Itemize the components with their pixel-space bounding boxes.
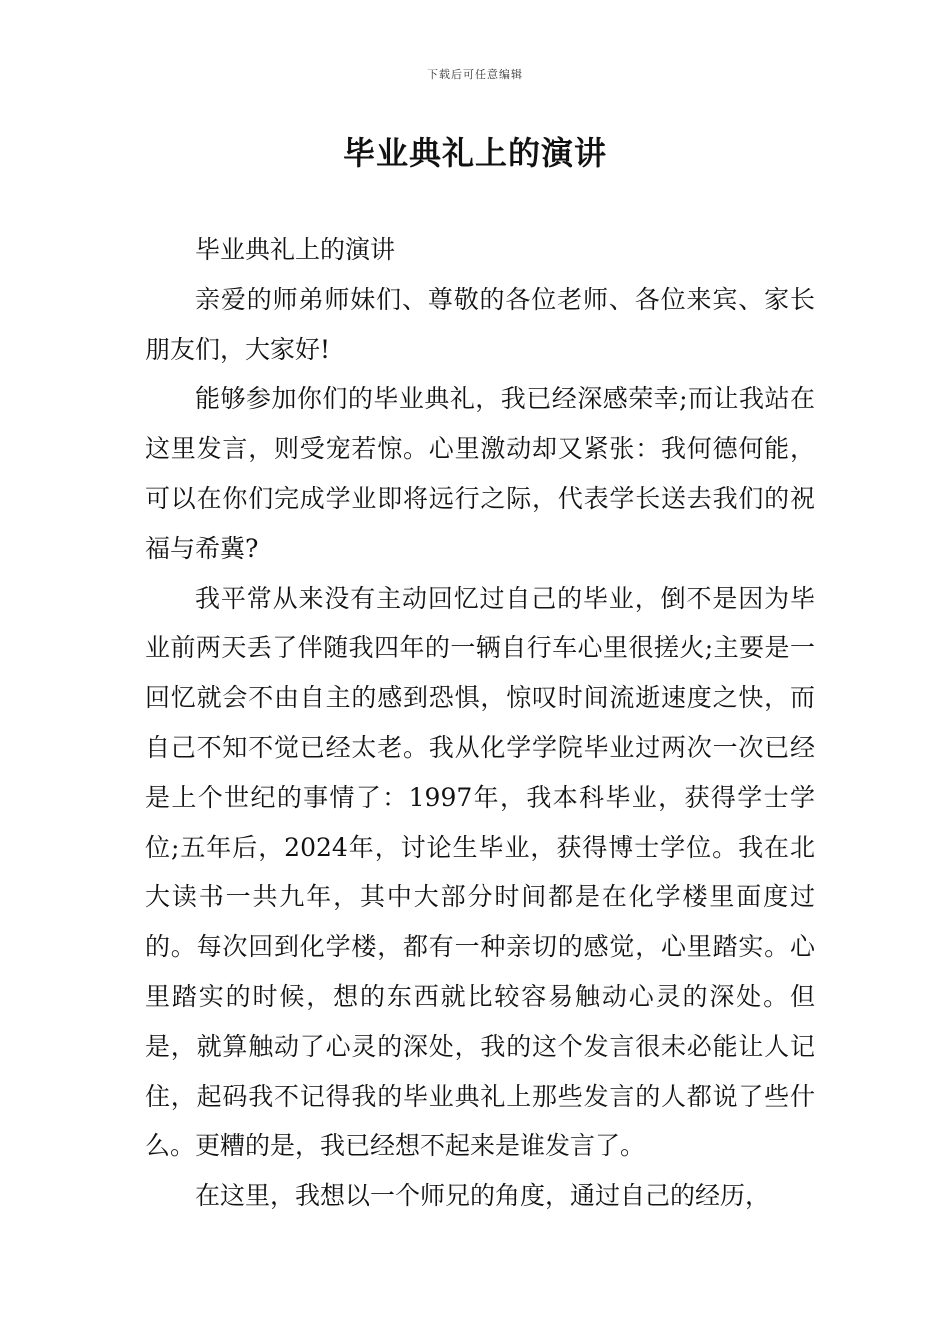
paragraph-opening: 能够参加你们的毕业典礼，我已经深感荣幸;而让我站在这里发言，则受宠若惊。心里激动却又紧张：我何德何能，可以在你们完成学业即将远行之际，代表学长送去我们的祝福与希冀? [145, 384, 815, 563]
document-title: 毕业典礼上的演讲 [342, 134, 607, 172]
paragraph-subtitle: 毕业典礼上的演讲 [195, 235, 396, 264]
document-body [145, 225, 815, 1221]
paragraph-greeting: 亲爱的师弟师妹们、尊敬的各位老师、各位来宾、家长朋友们，大家好! [145, 284, 815, 364]
paragraph-continuation: 在这里，我想以一个师兄的角度，通过自己的经历， [195, 1181, 771, 1211]
header-note: 下载后可任意编辑 [427, 68, 523, 81]
paragraph-memories: 我平常从来没有主动回忆过自己的毕业，倒不是因为毕业前两天丢了伴随我四年的一辆自行车心里很搓火;主要是一回忆就会不由自主的感到恐惧，惊叹时间流逝速度之快，而自己不知不觉已经太老。我从化学学院毕业过两次一次已经是上个世纪的事情了：1997年，我本科毕业，获得学士学位;五年后，2024年，讨论生毕业，获得博士学位。我在北大读书一共九年，其中大部分时间都是在化学楼里面度过的。每次回到化学楼，都有一种亲切的感觉，心里踏实。心里踏实的时候，想的东西就比较容易触动心灵的深处。但是，就算触动了心灵的深处，我的这个发言很未必能让人记住，起码我不记得我的毕业典礼上那些发言的人都说了些什么。更糟的是，我已经想不起来是谁发言了。 [145, 583, 815, 1161]
